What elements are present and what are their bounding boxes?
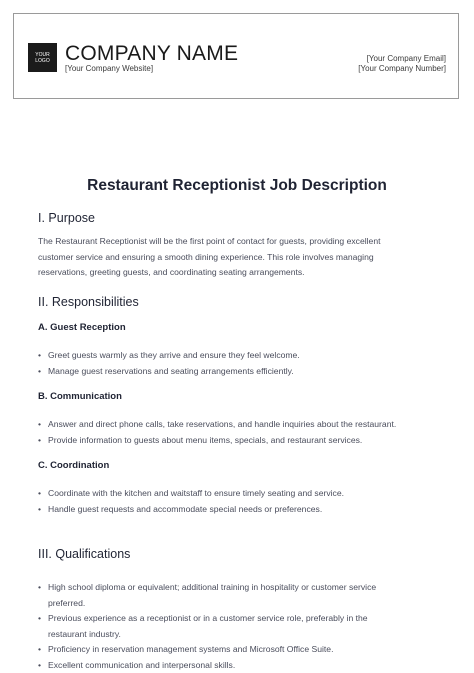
communication-list (38, 417, 438, 448)
list-item: • Previous experience as a receptionist or in a customer service role, preferably in the restaurant industry. (38, 611, 393, 642)
guest-reception-list (38, 348, 438, 379)
guest-reception-heading: A. Guest Reception (38, 322, 126, 334)
company-phone: [Your Company Number] (358, 64, 446, 74)
qualifications-list (38, 580, 393, 673)
purpose-heading: I. Purpose (38, 210, 95, 226)
company-contact (358, 54, 446, 74)
communication-heading: B. Communication (38, 391, 122, 403)
company-header (13, 13, 459, 99)
list-item: • Answer and direct phone calls, take reservations, and handle inquiries about the restaurant. (38, 417, 438, 433)
purpose-line: reservations, greeting guests, and coordinating seating arrangements. (38, 265, 438, 281)
coordination-heading: C. Coordination (38, 460, 109, 472)
logo-text-line2: LOGO (28, 58, 57, 64)
company-website: [Your Company Website] (65, 64, 153, 74)
company-logo (28, 43, 57, 72)
responsibilities-heading: II. Responsibilities (38, 294, 139, 310)
coordination-list (38, 486, 438, 517)
list-item: • Excellent communication and interpersonal skills. (38, 658, 393, 673)
purpose-line: The Restaurant Receptionist will be the first point of contact for guests, providing excellent (38, 234, 438, 250)
list-item: • Greet guests warmly as they arrive and ensure they feel welcome. (38, 348, 438, 364)
list-item: • Coordinate with the kitchen and waitstaff to ensure timely seating and service. (38, 486, 438, 502)
company-email: [Your Company Email] (358, 54, 446, 64)
list-item: • Proficiency in reservation management systems and Microsoft Office Suite. (38, 642, 448, 658)
qualifications-heading: III. Qualifications (38, 546, 130, 562)
document-title: Restaurant Receptionist Job Description (0, 176, 474, 196)
logo-text-line1: YOUR (28, 52, 57, 58)
purpose-paragraph (38, 234, 438, 281)
list-item: • High school diploma or equivalent; additional training in hospitality or customer service preferred. (38, 580, 393, 611)
purpose-line: customer service and ensuring a smooth dining experience. This role involves managing (38, 250, 438, 266)
company-name: COMPANY NAME (65, 42, 238, 66)
list-item: • Provide information to guests about menu items, specials, and restaurant services. (38, 433, 438, 449)
list-item: • Handle guest requests and accommodate special needs or preferences. (38, 502, 438, 518)
list-item: • Manage guest reservations and seating arrangements efficiently. (38, 364, 438, 380)
